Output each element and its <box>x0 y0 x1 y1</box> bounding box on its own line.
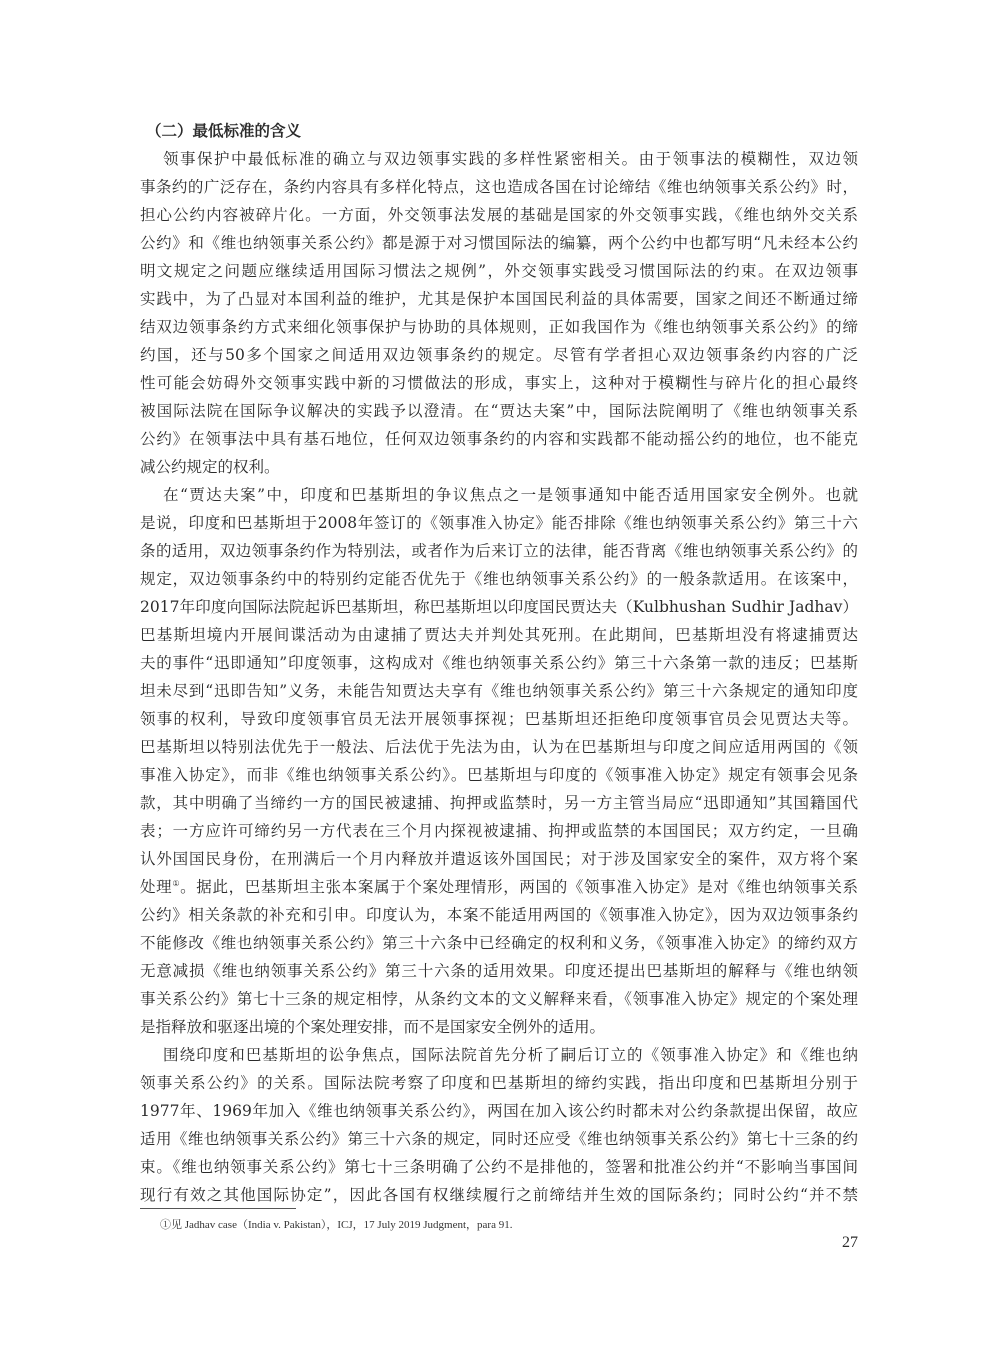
text-line: 领事保护中最低标准的确立与双边领事实践的多样性紧密相关。由于领事法的模糊性，双边领 <box>163 150 858 168</box>
text-line: 认外国国民身份，在刑满后一个月内释放并遣返该外国国民；对于涉及国家安全的案件，双方将个案 <box>140 850 858 868</box>
text-line: 明文规定之问题应继续适用国际习惯法之规例”，外交领事实践受习惯国际法的约束。在双边领事 <box>140 262 858 280</box>
text-line: 公约》和《维也纳领事关系公约》都是源于对习惯国际法的编纂，两个公约中也都写明“凡未经本公约 <box>140 234 858 252</box>
text-line: 公约》相关条款的补充和引申。印度认为，本案不能适用两国的《领事准入协定》，因为双边领事条约 <box>140 906 858 924</box>
text-line: 夫的事件“迅即通知”印度领事，这构成对《维也纳领事关系公约》第三十六条第一款的违反；巴基斯 <box>140 654 858 672</box>
paragraph <box>140 1041 858 1209</box>
text-line: 减公约规定的权利。 <box>140 458 280 476</box>
paragraph <box>140 481 858 1041</box>
text-line: 事条约的广泛存在，条约内容具有多样化特点，这也造成各国在讨论缔结《维也纳领事关系公约》时， <box>140 178 858 196</box>
text-line: 约国，还与50多个国家之间适用双边领事条约的规定。尽管有学者担心双边领事条约内容的广泛 <box>140 346 858 364</box>
text-line: 是指释放和驱逐出境的个案处理安排，而不是国家安全例外的适用。 <box>140 1018 606 1036</box>
paragraph <box>140 145 858 481</box>
text-line: 表；一方应许可缔约另一方代表在三个月内探视被逮捕、拘押或监禁的本国国民；双方约定，一旦确 <box>140 822 858 840</box>
text-line: 2017年印度向国际法院起诉巴基斯坦，称巴基斯坦以印度国民贾达夫（Kulbhushan Sudhir Jadhav） <box>140 598 858 616</box>
body-text <box>140 117 858 1209</box>
text-line: 是说，印度和巴基斯坦于2008年签订的《领事准入协定》能否排除《维也纳领事关系公约》第三十六 <box>140 514 858 532</box>
text-segment: 处理 <box>140 878 173 896</box>
footnote: ①见 Jadhav case（India v. Pakistan），ICJ，17 July 2019 Judgment，para 91. <box>160 1219 513 1231</box>
text-line: 巴基斯坦以特别法优先于一般法、后法优于先法为由，认为在巴基斯坦与印度之间应适用两国的《领 <box>140 738 858 756</box>
text-line <box>140 873 858 901</box>
text-line: 巴基斯坦境内开展间谍活动为由逮捕了贾达夫并判处其死刑。在此期间，巴基斯坦没有将逮捕贾达 <box>140 626 858 644</box>
text-line: 束。《维也纳领事关系公约》第七十三条明确了公约不是排他的，签署和批准公约并“不影响当事国间 <box>140 1158 858 1176</box>
text-line: 规定，双边领事条约中的特别约定能否优先于《维也纳领事关系公约》的一般条款适用。在该案中， <box>140 570 858 588</box>
text-line: 在“贾达夫案”中，印度和巴基斯坦的争议焦点之一是领事通知中能否适用国家安全例外。也就 <box>163 486 858 504</box>
text-line: 领事的权利，导致印度领事官员无法开展领事探视；巴基斯坦还拒绝印度领事官员会见贾达夫等。 <box>140 710 858 728</box>
text-line: 1977年、1969年加入《维也纳领事关系公约》，两国在加入该公约时都未对公约条款提出保留，故应 <box>140 1102 858 1120</box>
text-line: 实践中，为了凸显对本国利益的维护，尤其是保护本国国民利益的具体需要，国家之间还不断通过缔 <box>140 290 858 308</box>
text-line: 现行有效之其他国际协定”，因此各国有权继续履行之前缔结并生效的国际条约；同时公约“并不禁 <box>140 1186 858 1204</box>
footnote-divider <box>140 1208 296 1209</box>
text-line: 不能修改《维也纳领事关系公约》第三十六条中已经确定的权利和义务，《领事准入协定》的缔约双方 <box>140 934 858 952</box>
text-line: 适用《维也纳领事关系公约》第三十六条的规定，同时还应受《维也纳领事关系公约》第七十三条的约 <box>140 1130 858 1148</box>
text-line: 担心公约内容被碎片化。一方面，外交领事法发展的基础是国家的外交领事实践，《维也纳外交关系 <box>140 206 858 224</box>
text-line: 条的适用，双边领事条约作为特别法，或者作为后来订立的法律，能否背离《维也纳领事关系公约》的 <box>140 542 858 560</box>
text-segment: 。据此，巴基斯坦主张本案属于个案处理情形，两国的《领事准入协定》是对《维也纳领事关系 <box>180 878 858 896</box>
text-line: 结双边领事条约方式来细化领事保护与协助的具体规则，正如我国作为《维也纳领事关系公约》的缔 <box>140 318 858 336</box>
footnote-ref[interactable]: ① <box>172 879 181 888</box>
text-line: 性可能会妨碍外交领事实践中新的习惯做法的形成，事实上，这种对于模糊性与碎片化的担心最终 <box>140 374 858 392</box>
text-line: 公约》在领事法中具有基石地位，任何双边领事条约的内容和实践都不能动摇公约的地位，也不能克 <box>140 430 858 448</box>
text-line: 坦未尽到“迅即告知”义务，未能告知贾达夫享有《维也纳领事关系公约》第三十六条规定的通知印度 <box>140 682 858 700</box>
text-line: 被国际法院在国际争议解决的实践予以澄清。在“贾达夫案”中，国际法院阐明了《维也纳领事关系 <box>140 402 858 420</box>
text-line: 款，其中明确了当缔约一方的国民被逮捕、拘押或监禁时，另一方主管当局应“迅即通知”其国籍国代 <box>140 794 858 812</box>
page-number: 27 <box>842 1234 858 1251</box>
text-line: 事关系公约》第七十三条的规定相悖，从条约文本的文义解释来看，《领事准入协定》规定的个案处理 <box>140 990 858 1008</box>
text-line: 事准入协定》，而非《维也纳领事关系公约》。巴基斯坦与印度的《领事准入协定》规定有领事会见条 <box>140 766 858 784</box>
text-line: 围绕印度和巴基斯坦的讼争焦点，国际法院首先分析了嗣后订立的《领事准入协定》和《维也纳 <box>163 1046 858 1064</box>
section-heading: （二）最低标准的含义 <box>146 121 302 140</box>
text-line: 无意减损《维也纳领事关系公约》第三十六条的适用效果。印度还提出巴基斯坦的解释与《维也纳领 <box>140 962 858 980</box>
text-line: 领事关系公约》的关系。国际法院考察了印度和巴基斯坦的缔约实践，指出印度和巴基斯坦分别于 <box>140 1074 858 1092</box>
